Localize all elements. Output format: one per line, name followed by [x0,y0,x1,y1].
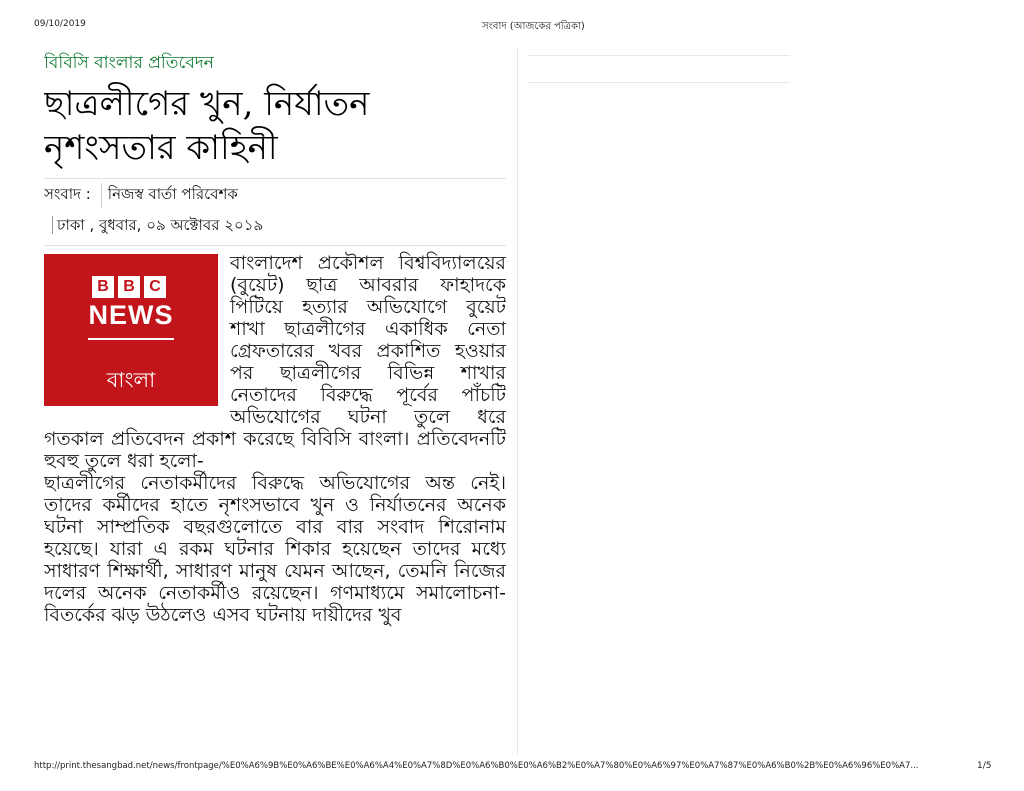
article-headline [44,82,506,170]
bbc-news-wordmark: NEWS [88,300,174,330]
dateline-text: ঢাকা , বুধবার, ০৯ অক্টোবর ২০১৯ [57,216,264,234]
article-kicker: বিবিসি বাংলার প্রতিবেদন [44,53,214,73]
byline-divider [101,183,102,208]
bbc-news-bangla-logo [44,254,218,406]
headline-line-2: নৃশংসতার কাহিনী [44,128,278,168]
bbc-letter-boxes [92,276,166,298]
print-footer-url[interactable]: http://print.thesangbad.net/news/frontpage/%E0%A6%9B%E0%A6%BE%E0%A6%A4%E0%A7%8D%E0%A6%B0%E0%A6%B2%E0%A7%80%E0%A6%97%E0%A7%87%E0%A6%B0%2B%E0%A6%96%E0%A7... [34,761,919,771]
dateline [44,214,506,246]
column-divider [517,48,518,754]
article-paragraph-2: ছাত্রলীগের নেতাকর্মীদের বিরুদ্ধে অভিযোগের অন্ত নেই। তাদের কর্মীদের হাতে নৃশংসভাবে খুন ও নির্যাতনের অনেক ঘটনা সাম্প্রতিক বছরগুলোতে বার বার সংবাদ শিরোনাম হয়েছে। যারা এ রকম ঘটনার শিকার হয়েছেন তাদের মধ্যে সাধারণ শিক্ষার্থী, সাধারণ মানুষ যেমন আছেন, তেমনি নিজের দলের অনেক নেতাকর্মীও রয়েছেন। গণমাধ্যমে সমালোচনা-বিতর্কের ঝড় উঠলেও এসব ঘটনায় দায়ীদের খুব [44,472,506,626]
bbc-bangla-wordmark: বাংলা [106,368,156,392]
article-paragraph-1: বাংলাদেশ প্রকৌশল বিশ্ববিদ্যালয়ের (বুয়েট) ছাত্র আবরার ফাহাদকে পিটিয়ে হত্যার অভিযোগে বুয়েট শাখা ছাত্রলীগের একাধিক নেতা গ্রেফতারের খবর প্রকাশিত হওয়ার পর ছাত্রলীগের বিভিন্ন শাখার নেতাদের বিরুদ্ধে পূর্বের পাঁচটি অভিযোগের ঘটনা তুলে ধরে গতকাল প্রতিবেদন প্রকাশ করেছে বিবিসি বাংলা। প্রতিবেদনটি হুবহু তুলে ধরা হলো- [44,252,506,472]
print-date: 09/10/2019 [34,19,86,29]
bbc-letter: B [118,276,140,298]
sidebar-rule [528,55,790,56]
logo-rule [88,338,174,340]
reporter-name: নিজস্ব বার্তা পরিবেশক [107,185,238,203]
print-page-number: 1/5 [977,761,992,771]
sidebar-rule [528,82,790,83]
article [44,48,506,754]
bbc-letter: B [92,276,114,298]
headline-line-1: ছাত্রলীগের খুন, নির্যাতন [44,84,370,124]
bbc-letter: C [144,276,166,298]
print-page-title: সংবাদ (আজকের পত্রিকা) [482,21,585,32]
byline [44,178,506,208]
source-label: সংবাদ : [44,185,91,203]
dateline-divider [52,216,53,234]
